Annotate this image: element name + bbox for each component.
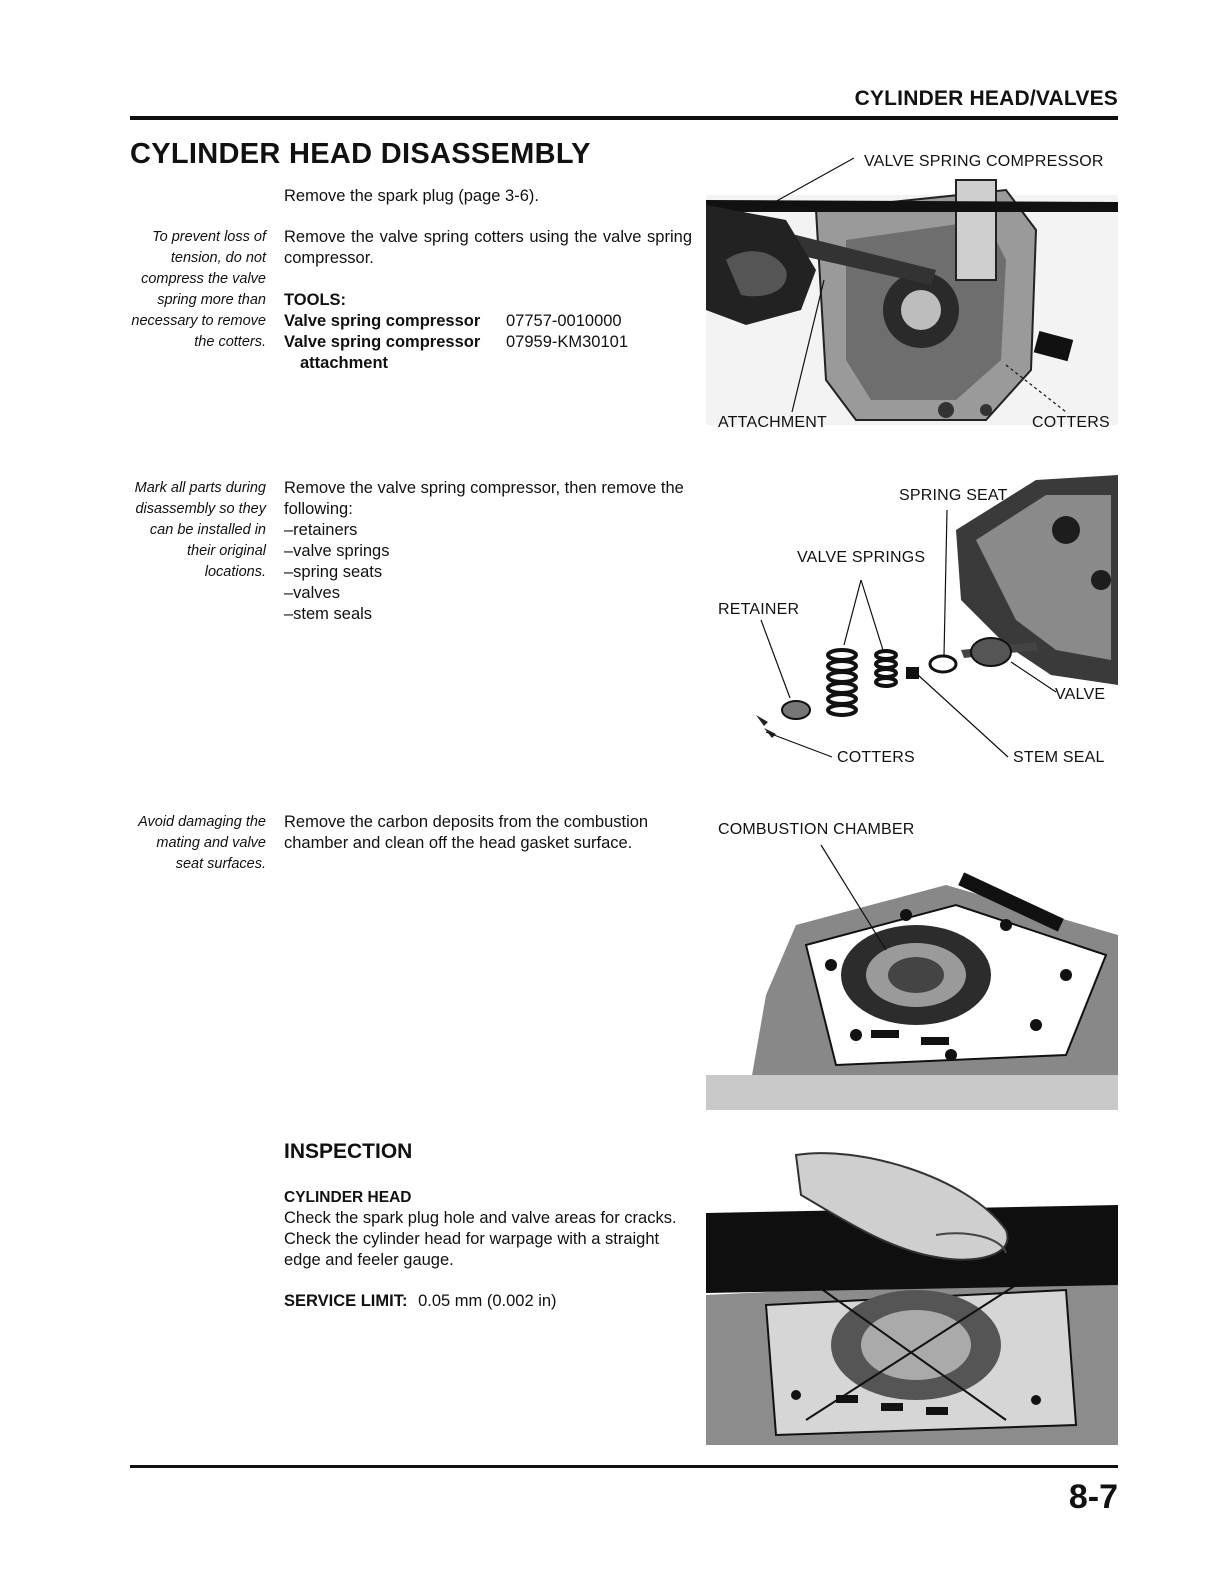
section-title: CYLINDER HEAD DISASSEMBLY: [130, 138, 591, 170]
service-limit-value: 0.05 mm (0.002 in): [418, 1292, 557, 1310]
list-item: –valves: [284, 584, 340, 602]
label-spring-seat: SPRING SEAT: [899, 487, 1008, 504]
step-remove-carbon: Remove the carbon deposits from the combustion chamber and clean off the head gasket surface.: [284, 813, 649, 852]
side-note-avoid-damage: Avoid damaging the mating and valve seat surfaces.: [138, 814, 266, 872]
list-item: –retainers: [284, 521, 358, 539]
tool-name: Valve spring compressor: [284, 333, 481, 351]
list-item: –stem seals: [284, 605, 373, 623]
step-text: Remove the valve spring compressor, then remove the following:: [284, 479, 684, 518]
label-valve-spring-compressor: VALVE SPRING COMPRESSOR: [864, 153, 1104, 170]
step-remove-cotters: Remove the valve spring cotters using the valve spring compressor.: [284, 228, 692, 267]
label-cotters: COTTERS: [1032, 414, 1110, 431]
inspection-line-cracks: Check the spark plug hole and valve areas for cracks.: [284, 1209, 677, 1227]
service-limit: [284, 1291, 692, 1312]
label-cotters: COTTERS: [837, 749, 915, 766]
compressor-photo-illustration: [706, 150, 1118, 440]
inspection-cylinder-head: [284, 1187, 692, 1312]
inspection-line-warpage: Check the cylinder head for warpage with a straight edge and feeler gauge.: [284, 1230, 660, 1269]
combustion-chamber-illustration: [706, 815, 1118, 1110]
step-remove-spark-plug: Remove the spark plug (page 3-6).: [284, 187, 539, 205]
service-limit-label: SERVICE LIMIT:: [284, 1292, 408, 1310]
inspection-subtitle: CYLINDER HEAD: [284, 1189, 412, 1206]
list-item: –valve springs: [284, 542, 390, 560]
tool-number: 07959-KM30101: [506, 333, 629, 351]
tools-label: TOOLS:: [284, 291, 347, 309]
tool-row: [284, 332, 628, 353]
label-stem-seal: STEM SEAL: [1013, 749, 1105, 766]
header-rule: [130, 116, 1118, 120]
label-valve-springs: VALVE SPRINGS: [797, 549, 926, 566]
step-remove-compressor: [284, 478, 692, 625]
label-combustion-chamber: COMBUSTION CHAMBER: [718, 821, 915, 838]
warpage-inspection-illustration: [706, 1145, 1118, 1445]
figure-valve-parts: [706, 470, 1118, 775]
tool-name-continuation: attachment: [300, 354, 389, 372]
figure-warpage-inspection: [706, 1145, 1118, 1445]
tool-name: Valve spring compressor: [284, 312, 481, 330]
tool-row: [284, 311, 628, 332]
label-valve: VALVE: [1055, 686, 1106, 703]
label-retainer: RETAINER: [718, 601, 800, 618]
side-note-mark-parts: Mark all parts during disassembly so they can be installed in their original locations.: [134, 480, 266, 580]
label-attachment: ATTACHMENT: [718, 414, 827, 431]
inspection-title: INSPECTION: [284, 1140, 413, 1163]
page-number: 8-7: [1068, 1478, 1118, 1516]
footer-rule: [130, 1465, 1118, 1468]
figure-valve-spring-compressor: [706, 150, 1118, 440]
tool-number: 07757-0010000: [506, 312, 622, 330]
chapter-title: CYLINDER HEAD/VALVES: [854, 87, 1118, 110]
tools-table: [284, 290, 628, 374]
figure-combustion-chamber: [706, 815, 1118, 1110]
valve-parts-illustration: [706, 470, 1118, 775]
list-item: –spring seats: [284, 563, 383, 581]
side-note-tension: To prevent loss of tension, do not compress the valve spring more than necessary to remove the cotters.: [131, 229, 266, 350]
